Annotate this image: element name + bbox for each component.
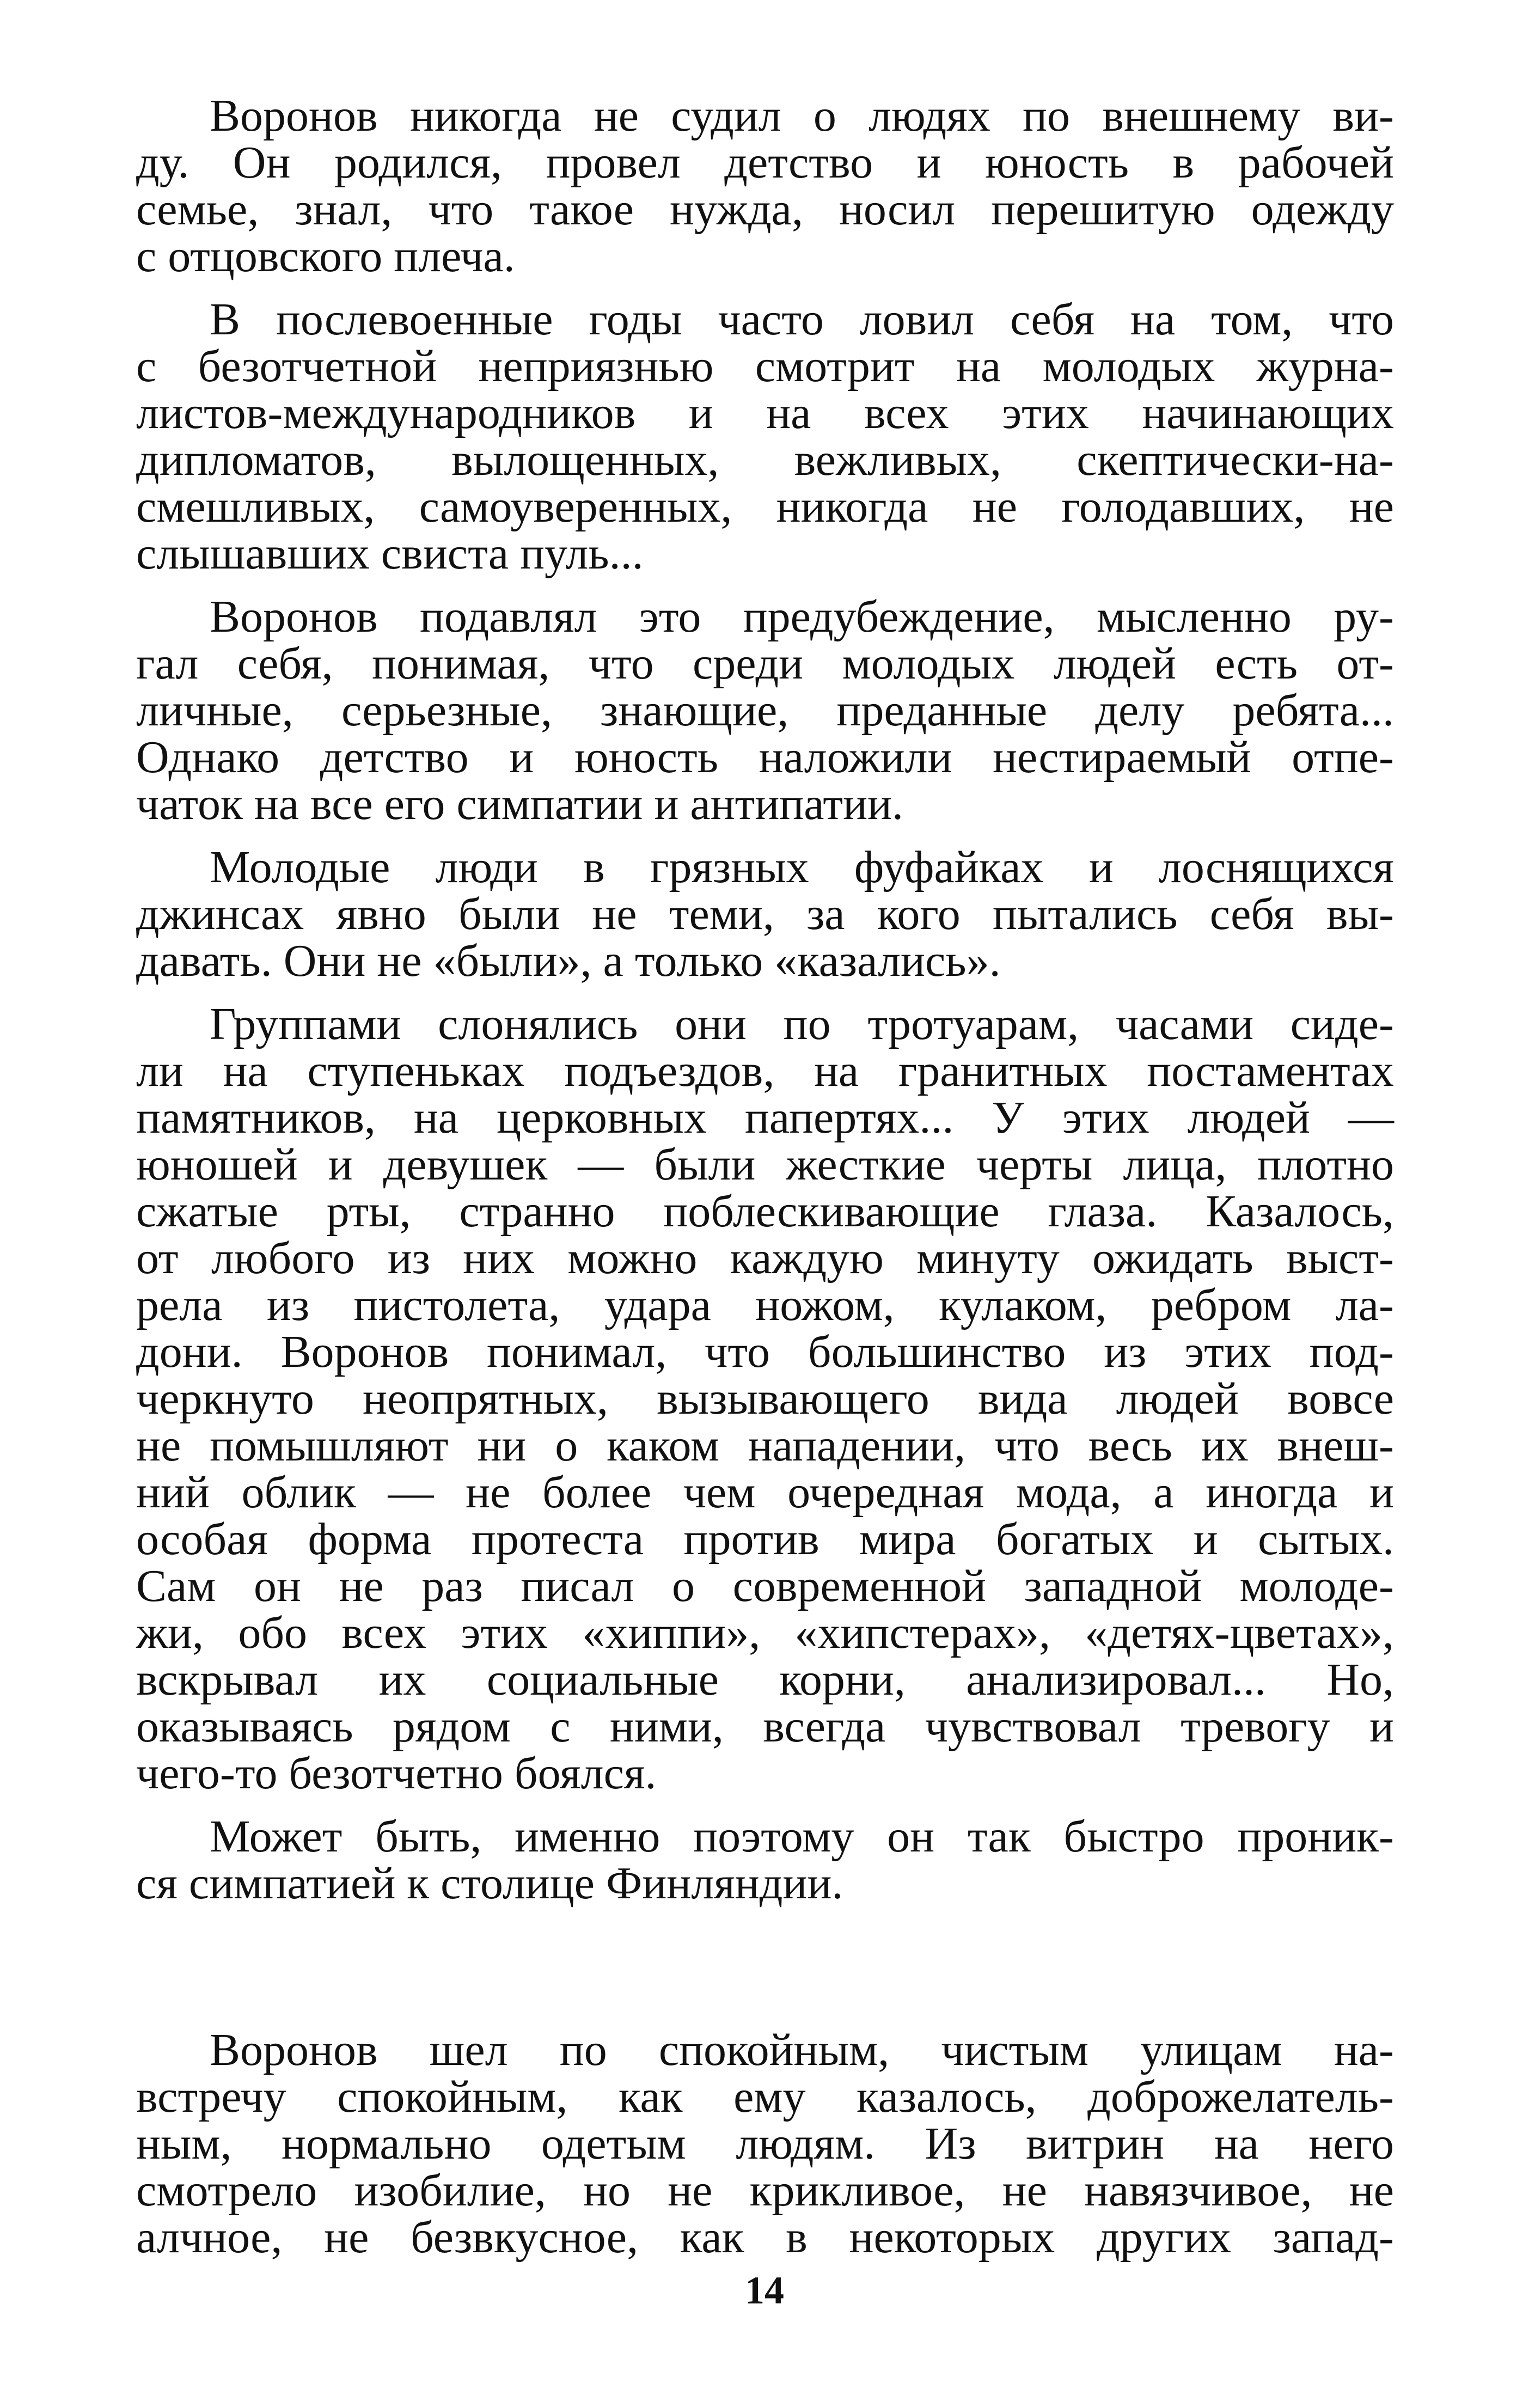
page-number: 14 <box>745 2269 784 2312</box>
text-line: встречу спокойным, как ему казалось, доброжелатель- <box>136 2071 1394 2122</box>
text-line: ду. Он родился, провел детство и юность в рабочей <box>136 137 1394 188</box>
text-line: вскрывал их социальные корни, анализировал... Но, <box>136 1654 1394 1705</box>
text-line: дипломатов, вылощенных, вежливых, скептически-на- <box>136 435 1394 485</box>
text-line: ний облик — не более чем очередная мода, а иногда и <box>136 1467 1394 1518</box>
paragraph-4 <box>136 844 1394 985</box>
text-line: юношей и девушек — были жесткие черты лица, плотно <box>136 1139 1394 1190</box>
section-2-paragraph <box>136 2027 1394 2261</box>
text-line: от любого из них можно каждую минуту ожидать выст- <box>136 1233 1394 1284</box>
text-line: смешливых, самоуверенных, никогда не голодавших, не <box>136 481 1394 532</box>
text-line: Молодые люди в грязных фуфайках и лоснящихся <box>210 842 1394 893</box>
text-line: алчное, не безвкусное, как в некоторых других запад- <box>136 2212 1394 2263</box>
text-line: Однако детство и юность наложили нестираемый отпе- <box>136 732 1394 783</box>
book-page <box>136 90 1394 2263</box>
text-line: ным, нормально одетым людям. Из витрин на него <box>136 2118 1394 2169</box>
text-line: В послевоенные годы часто ловил себя на том, что <box>210 294 1394 345</box>
text-line: сжатые рты, странно поблескивающие глаза. Казалось, <box>136 1186 1394 1237</box>
paragraph-2 <box>136 296 1394 577</box>
text-line: смотрело изобилие, но не крикливое, не навязчивое, не <box>136 2165 1394 2216</box>
text-line: Воронов подавлял это предубеждение, мысленно ру- <box>210 591 1394 642</box>
paragraph-3 <box>136 591 1394 829</box>
text-line: Воронов шел по спокойным, чистым улицам на- <box>210 2025 1394 2075</box>
text-line: листов-международников и на всех этих начинающих <box>136 388 1394 438</box>
text-line: Воронов никогда не судил о людях по внешнему ви- <box>210 90 1394 141</box>
text-line: семье, знал, что такое нужда, носил перешитую одежду <box>136 184 1394 235</box>
text-line: жи, обо всех этих «хиппи», «хипстерах», «детях-цветах», <box>136 1608 1394 1658</box>
text-line: джинсах явно были не теми, за кого пытались себя вы- <box>136 889 1394 939</box>
text-line: рела из пистолета, удара ножом, кулаком, ребром ла- <box>136 1280 1394 1330</box>
text-line: ся симпатией к столице Финляндии. <box>136 1858 843 1909</box>
text-line: Может быть, именно поэтому он так быстро проник- <box>210 1811 1394 1862</box>
text-line: чего-то безотчетно боялся. <box>136 1748 657 1799</box>
text-line: дони. Воронов понимал, что большинство из этих под- <box>136 1327 1394 1377</box>
text-line: не помышляют ни о каком нападении, что весь их внеш- <box>136 1420 1394 1471</box>
text-line: гал себя, понимая, что среди молодых людей есть от- <box>136 638 1394 689</box>
section-break <box>136 1907 1394 2027</box>
text-line: слышавших свиста пуль... <box>136 528 644 579</box>
text-line: памятников, на церковных папертях... У этих людей — <box>136 1092 1394 1143</box>
text-line: с безотчетной неприязнью смотрит на молодых журна- <box>136 341 1394 392</box>
paragraph-1 <box>136 90 1394 282</box>
text-line: личные, серьезные, знающие, преданные делу ребята... <box>136 685 1394 736</box>
paragraph-5 <box>136 1001 1394 1797</box>
text-line: Группами слонялись они по тротуарам, часами сиде- <box>210 999 1394 1049</box>
text-line: ли на ступеньках подъездов, на гранитных постаментах <box>136 1046 1394 1096</box>
text-line: оказываясь рядом с ними, всегда чувствовал тревогу и <box>136 1701 1394 1752</box>
text-line: чаток на все его симпатии и антипатии. <box>136 779 904 829</box>
text-line: черкнуто неопрятных, вызывающего вида людей вовсе <box>136 1373 1394 1424</box>
text-line: с отцовского плеча. <box>136 231 515 282</box>
text-line: Сам он не раз писал о современной западной молоде- <box>136 1561 1394 1611</box>
text-line: давать. Они не «были», а только «казались». <box>136 936 1001 986</box>
text-line: особая форма протеста против мира богатых и сытых. <box>136 1514 1394 1564</box>
paragraph-6 <box>136 1813 1394 1907</box>
